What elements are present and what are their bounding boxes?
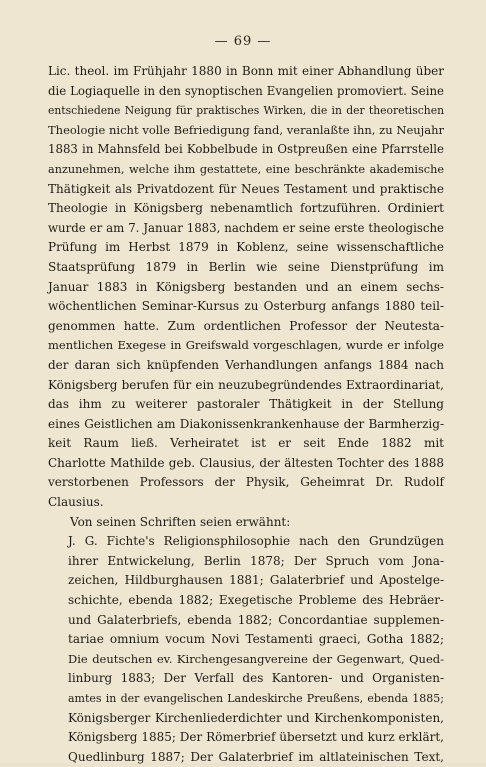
text-line: der daran sich knüpfenden Verhandlungen anfangs 1884 nach <box>48 357 444 372</box>
text-line: wöchentlichen Seminar-Kursus zu Osterburg anfangs 1880 teil- <box>48 299 444 314</box>
text-line: Königsberger Kirchenliederdichter und Kirchenkomponisten, <box>68 710 444 725</box>
text-line: Januar 1883 in Königsberg bestanden und an einem sechs- <box>48 279 444 294</box>
text-line: Thätigkeit als Privatdozent für Neues Testament und praktische <box>48 181 444 196</box>
text-line: mentlichen Exegese in Greifswald vorgeschlagen, wurde er infolge <box>48 338 444 353</box>
text-line: anzunehmen, welche ihm gestattete, eine beschränkte akademische <box>48 162 444 176</box>
body-text <box>48 62 444 767</box>
text-line: Charlotte Mathilde geb. Clausius, der ältesten Tochter des 1888 <box>48 455 444 470</box>
text-line: das ihm zu weiterer pastoraler Thätigkeit in der Stellung <box>48 397 444 412</box>
text-line: die Logiaquelle in den synoptischen Evangelien promoviert. Seine <box>48 83 444 98</box>
text-line: Königsberg 1885; Der Römerbrief übersetzt und kurz erklärt, <box>68 730 444 745</box>
text-line: Prüfung im Herbst 1879 in Koblenz, seine wissenschaftliche <box>48 240 444 255</box>
text-line: Lic. theol. im Frühjahr 1880 in Bonn mit einer Abhandlung über <box>48 64 444 78</box>
text-line: schichte, ebenda 1882; Exegetische Probleme des Hebräer- <box>68 593 444 608</box>
text-line: ihrer Entwickelung, Berlin 1878; Der Spruch vom Jona- <box>68 553 444 568</box>
text-line: wurde er am 7. Januar 1883, nachdem er seine erste theologische <box>48 220 444 235</box>
text-line: amtes in der evangelischen Landeskirche Preußens, ebenda 1885; <box>68 692 444 705</box>
text-line: linburg 1883; Der Verfall des Kantoren- und Organisten- <box>68 671 444 686</box>
text-line: Königsberg berufen für ein neuzubegründendes Extraordinariat, <box>48 377 444 392</box>
text-line: Theologie nicht volle Befriedigung fand, veranlaßte ihn, zu Neujahr <box>48 122 444 137</box>
text-line: Theologie in Königsberg nebenamtlich fortzuführen. Ordiniert <box>48 201 444 216</box>
page-number: — 69 — <box>214 34 272 49</box>
text-line: entschiedene Neigung für praktisches Wirken, die in der theoretischen <box>48 104 444 118</box>
text-line: und Galaterbriefs, ebenda 1882; Concordantiae supplemen- <box>68 612 444 627</box>
text-line: Staatsprüfung 1879 in Berlin wie seine Dienstprüfung im <box>48 259 444 274</box>
text-line: eines Geistlichen am Diakonissenkrankenhause der Barmherzig- <box>48 416 444 431</box>
text-line: verstorbenen Professors der Physik, Geheimrat Dr. Rudolf <box>48 475 444 490</box>
text-line: tariae omnium vocum Novi Testamenti graeci, Gotha 1882; <box>68 632 444 647</box>
text-line: zeichen, Hildburghausen 1881; Galaterbrief und Apostelge- <box>68 573 444 588</box>
text-line: genommen hatte. Zum ordentlichen Professor der Neutesta- <box>48 318 444 333</box>
text-line: Clausius. <box>48 495 104 510</box>
text-line: Quedlinburg 1887; Der Galaterbrief im altlateinischen Text, <box>68 749 444 764</box>
text-line: keit Raum ließ. Verheiratet ist er seit Ende 1882 mit <box>48 436 444 451</box>
text-line: J. G. Fichte's Religionsphilosophie nach den Grundzügen <box>68 534 444 549</box>
text-line: 1883 in Mahnsfeld bei Kobbelbude in Ostpreußen eine Pfarrstelle <box>48 142 444 157</box>
section-intro: Von seinen Schriften seien erwähnt: <box>70 514 291 529</box>
text-line: Die deutschen ev. Kirchengesangvereine der Gegenwart, Qued- <box>68 651 444 666</box>
